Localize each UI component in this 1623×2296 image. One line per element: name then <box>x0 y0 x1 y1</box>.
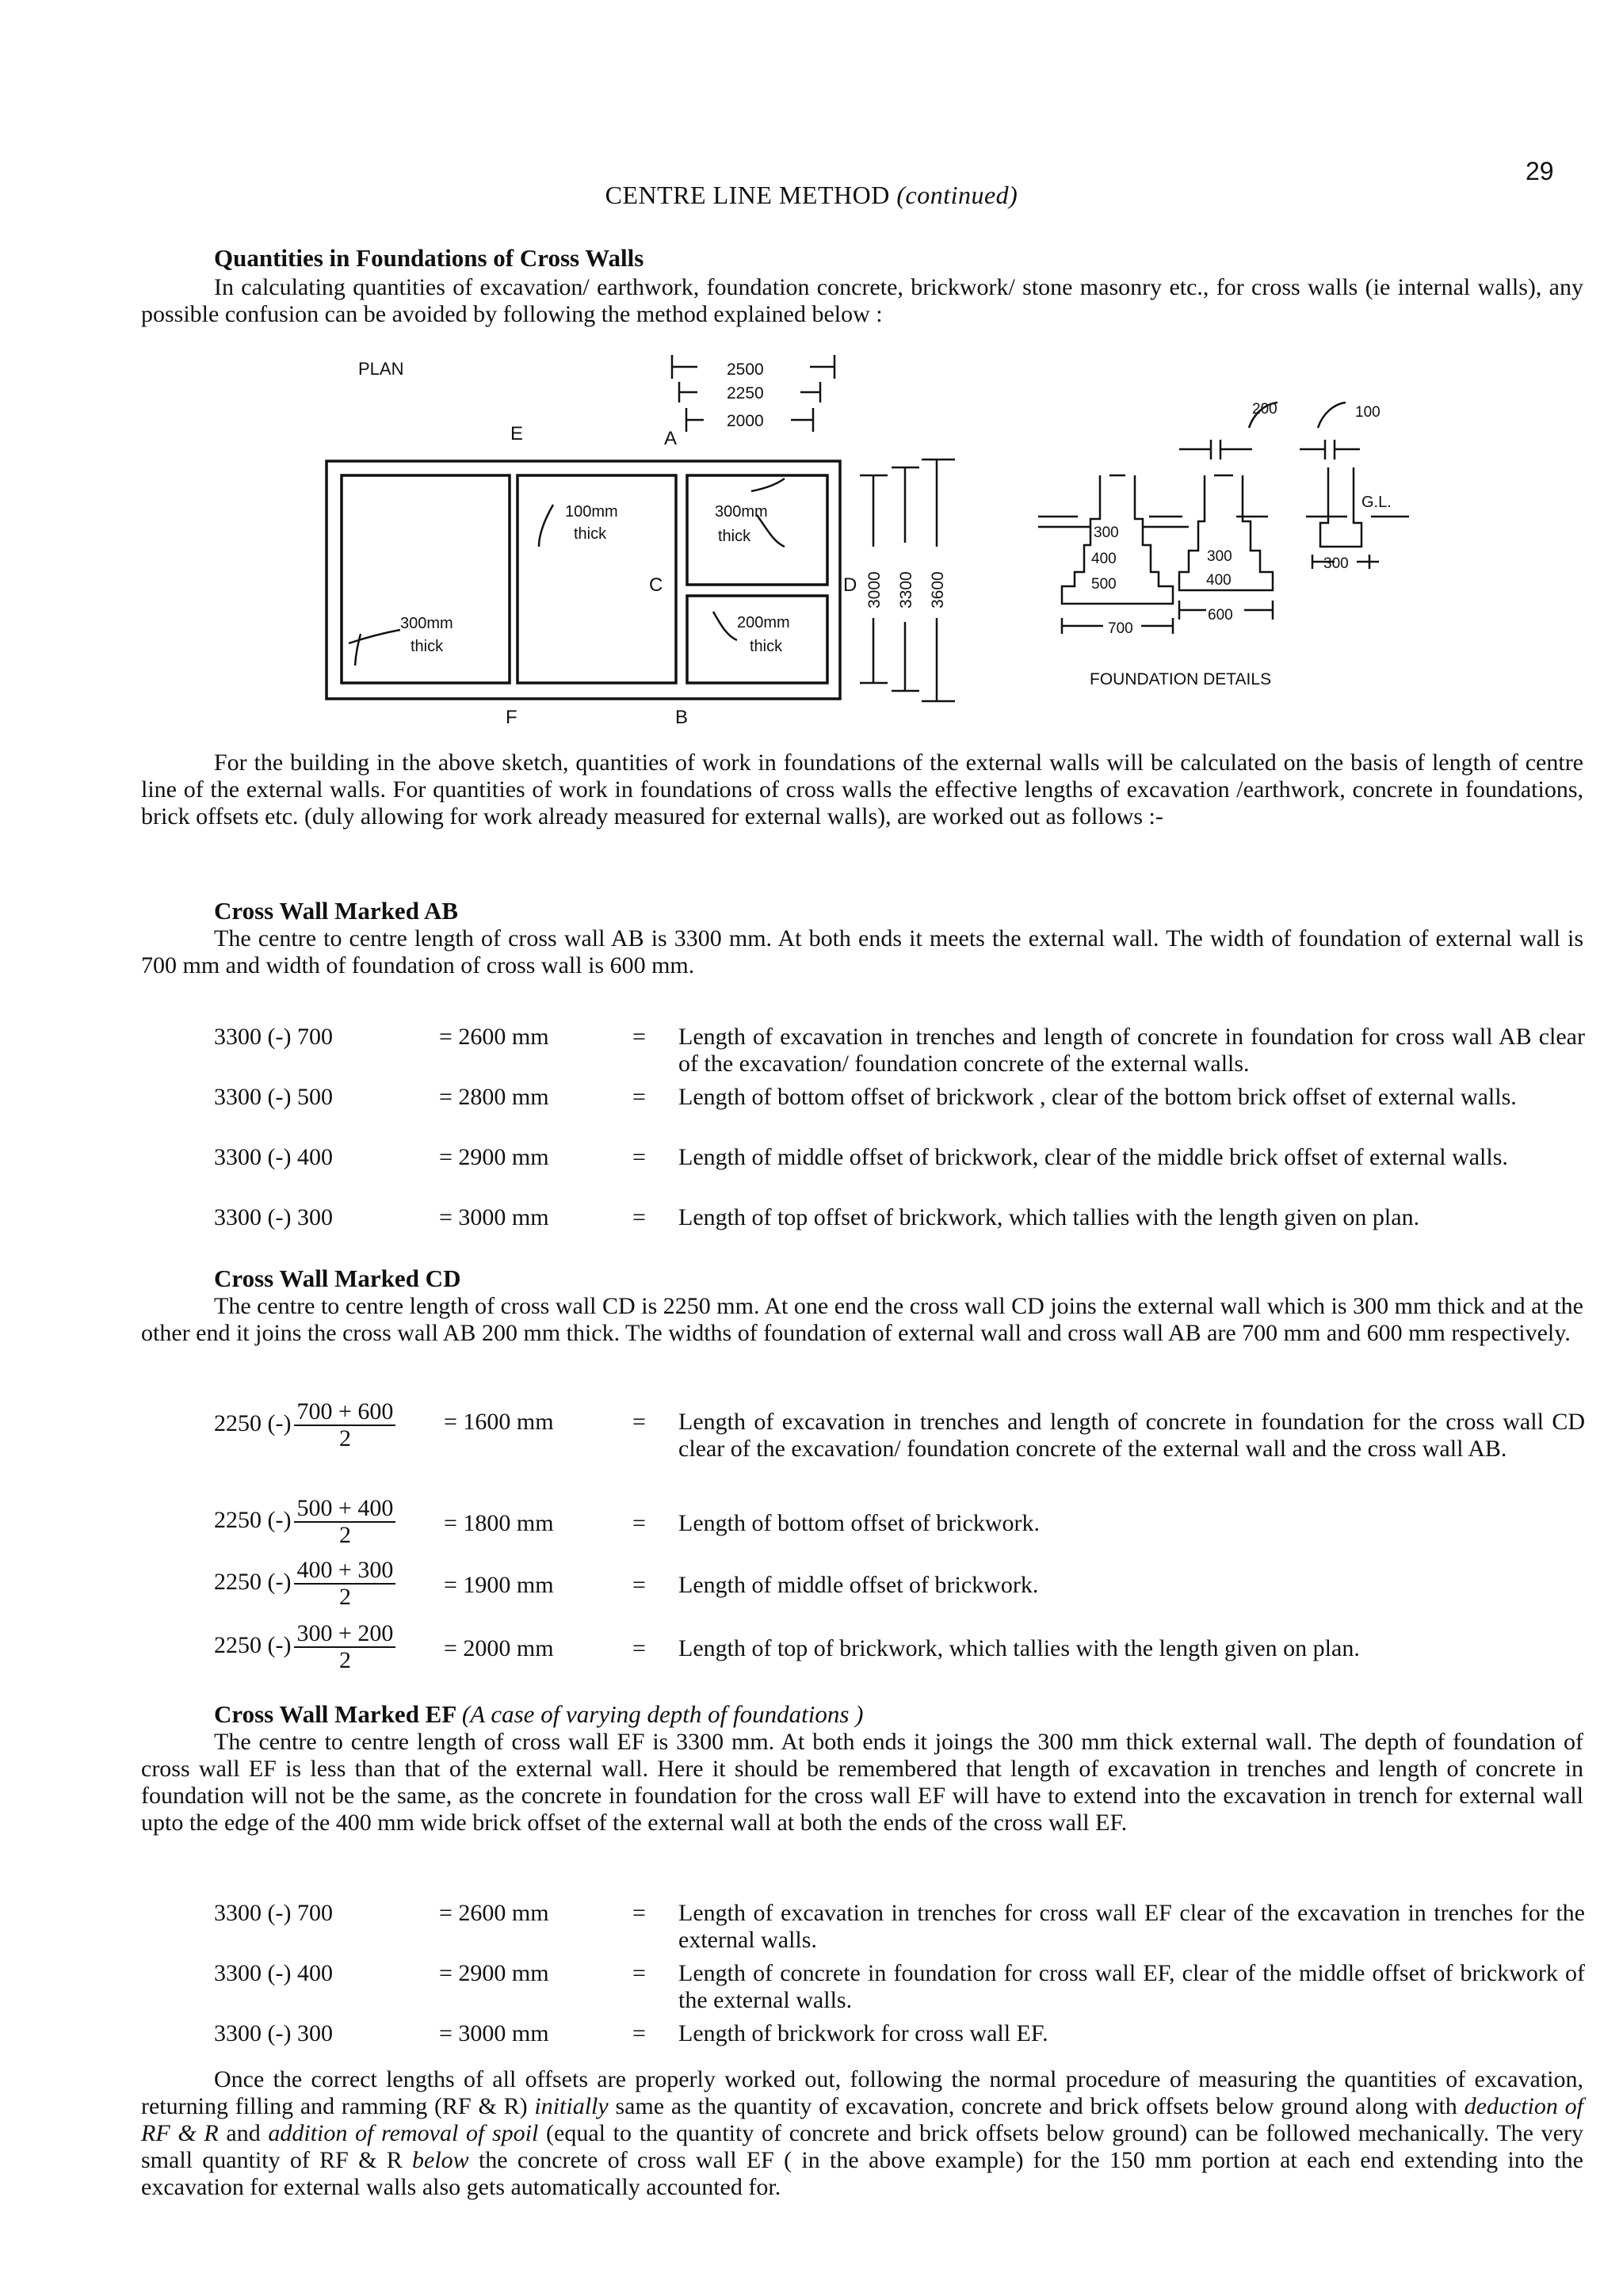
ef-heading: Cross Wall Marked EF (A case of varying depth of foundations ) <box>214 1700 864 1728</box>
fd-b-300: 300 <box>1207 548 1232 565</box>
page-number: 29 <box>1526 157 1554 185</box>
foundation-caption: FOUNDATION DETAILS <box>1090 670 1272 688</box>
cd-row-2: 2250 (-) $\frac{500 + 400}{2}$ = 1800 mm = Length of bottom offset of brickwork. <box>214 1495 1041 1548</box>
plan-label: PLAN <box>358 359 404 379</box>
note-100mm-thick: thick <box>574 525 607 543</box>
title-main: CENTRE LINE METHOD <box>605 181 890 209</box>
foundation-details <box>1038 401 1409 688</box>
fd-a-700: 700 <box>1108 620 1133 637</box>
dim-2250: 2250 <box>727 384 764 402</box>
ef-row-3: 3300 (-) 300 = 3000 mm = Length of brickwork for cross wall EF. <box>214 2020 1048 2046</box>
ab-row-4: 3300 (-) 300 = 3000 mm = Length of top offset of brickwork, which tallies with the length given on plan. <box>214 1204 1420 1230</box>
note-300mm-left: 300mm <box>400 615 453 632</box>
fd-a-400: 400 <box>1091 551 1117 567</box>
ab-heading: Cross Wall Marked AB <box>214 897 459 925</box>
fd-b-600: 600 <box>1208 607 1233 624</box>
dim-3600: 3600 <box>929 571 947 608</box>
ef-heading-note: (A case of varying depth of foundations ) <box>461 1700 864 1728</box>
plan-walls <box>327 461 840 699</box>
fd-a-500: 500 <box>1091 576 1117 593</box>
plan-letter-d: D <box>843 574 857 596</box>
note-100mm: 100mm <box>565 503 618 521</box>
note-300mm-top: 300mm <box>715 503 768 521</box>
ef-text: The centre to centre length of cross wall EF is 3300 mm. At both ends it joings the 300 mm thick external wall. The depth of foundation of cross wall EF is less than that of the external wall. Here it should be remembered that length of excavation in trenches and length of concrete in foundation will not be the same, as the concrete in foundation for the cross wall EF will have to extend into the excavation in trench for external wall upto the edge of the 400 mm wide brick offset of the external wall at both the ends of the cross wall EF. <box>141 1729 1583 1836</box>
dim-2000: 2000 <box>727 412 764 430</box>
fd-dim-200: 200 <box>1252 401 1277 418</box>
dim-3000: 3000 <box>865 571 884 608</box>
fd-dim-100: 100 <box>1355 404 1381 421</box>
note-200mm: 200mm <box>737 614 790 631</box>
plan-letter-b: B <box>675 707 689 728</box>
ab-row-3: 3300 (-) 400 = 2900 mm = Length of middle offset of brickwork, clear of the middle brick offset of external walls. <box>214 1144 1508 1170</box>
cd-text: The centre to centre length of cross wall CD is 2250 mm. At one end the cross wall CD joins the external wall which is 300 mm thick and at the other end it joins the cross wall AB 200 mm thick. The widths of foundation of external wall and cross wall AB are 700 mm and 600 mm respectively. <box>141 1293 1583 1346</box>
fd-c-300: 300 <box>1323 555 1349 572</box>
dim-2500: 2500 <box>727 360 764 379</box>
note-300mm-top-thick: thick <box>718 528 751 545</box>
ab-row-1: 3300 (-) 700 = 2600 mm = Length of excavation in trenches and length of concrete in foundation for cross wall AB clear of the excavation/ foundation concrete of the external walls. <box>214 1024 1585 1077</box>
intro-paragraph: In calculating quantities of excavation/ earthwork, foundation concrete, brickwork/ stone masonry etc., for cross walls (ie internal walls), any possible confusion can be avoided by following the method explained below : <box>141 274 1583 327</box>
ef-row-2: 3300 (-) 400 = 2900 mm = Length of concrete in foundation for cross wall EF, clear of the middle offset of brickwork of the external walls. <box>214 1960 1585 2013</box>
note-300mm-left-thick: thick <box>411 638 444 655</box>
plan-letter-a: A <box>664 428 678 449</box>
plan-letter-f: F <box>506 707 517 728</box>
gl-label: G.L. <box>1361 494 1392 511</box>
ef-row-1: 3300 (-) 700 = 2600 mm = Length of excavation in trenches for cross wall EF clear of the excavation in trenches for the external walls. <box>214 1900 1585 1953</box>
title-qualifier: (continued) <box>896 181 1018 209</box>
cd-heading: Cross Wall Marked CD <box>214 1264 461 1292</box>
plan-diagram <box>0 0 1623 728</box>
plan-letter-c: C <box>649 574 663 596</box>
section-heading: Quantities in Foundations of Cross Walls <box>214 244 644 272</box>
ab-row-2: 3300 (-) 500 = 2800 mm = Length of bottom offset of brickwork , clear of the bottom brick offset of external walls. <box>214 1084 1517 1110</box>
fd-a-300: 300 <box>1094 524 1119 541</box>
main-paragraph: For the building in the above sketch, quantities of work in foundations of the external walls will be calculated on the basis of length of centre line of the external walls. For quantities of work in foundations of cross walls the effective lengths of excavation /earthwork, concrete in foundations, brick offsets etc. (duly allowing for work already measured for external walls), are worked out as follows :- <box>141 749 1583 830</box>
cd-row-3: 2250 (-) $\frac{400 + 300}{2}$ = 1900 mm = Length of middle offset of brickwork. <box>214 1557 1039 1610</box>
cd-row-1: 2250 (-) $\frac{700 + 600}{2}$ = 1600 mm = Length of excavation in trenches and length of concrete in foundation for the cross wall CD clear of the excavation/ foundation concrete of the external wall and the cross wall AB. <box>214 1398 1585 1462</box>
fd-b-400: 400 <box>1206 572 1232 589</box>
cd-row-4: 2250 (-) $\frac{300 + 200}{2}$ = 2000 mm = Length of top of brickwork, which tallies with the length given on plan. <box>214 1620 1360 1673</box>
ab-text: The centre to centre length of cross wall AB is 3300 mm. At both ends it meets the external wall. The width of foundation of external wall is 700 mm and width of foundation of cross wall is 600 mm. <box>141 925 1583 978</box>
plan-letter-e: E <box>510 423 524 444</box>
note-200mm-thick: thick <box>750 638 783 655</box>
closing-paragraph: Once the correct lengths of all offsets are properly worked out, following the normal procedure of measuring the quantities of excavation, returning filling and ramming (RF & R) initially same as the quantity of excavation, concrete and brick offsets below ground along with deduction of RF & R and addition of removal of spoil (equal to the quantity of concrete and brick offsets below ground) can be followed mechanically. The very small quantity of RF & R below the concrete of cross wall EF ( in the above example) for the 150 mm portion at each end extending into the excavation for external walls also gets automatically accounted for. <box>141 2066 1584 2200</box>
dim-3300: 3300 <box>897 571 915 608</box>
